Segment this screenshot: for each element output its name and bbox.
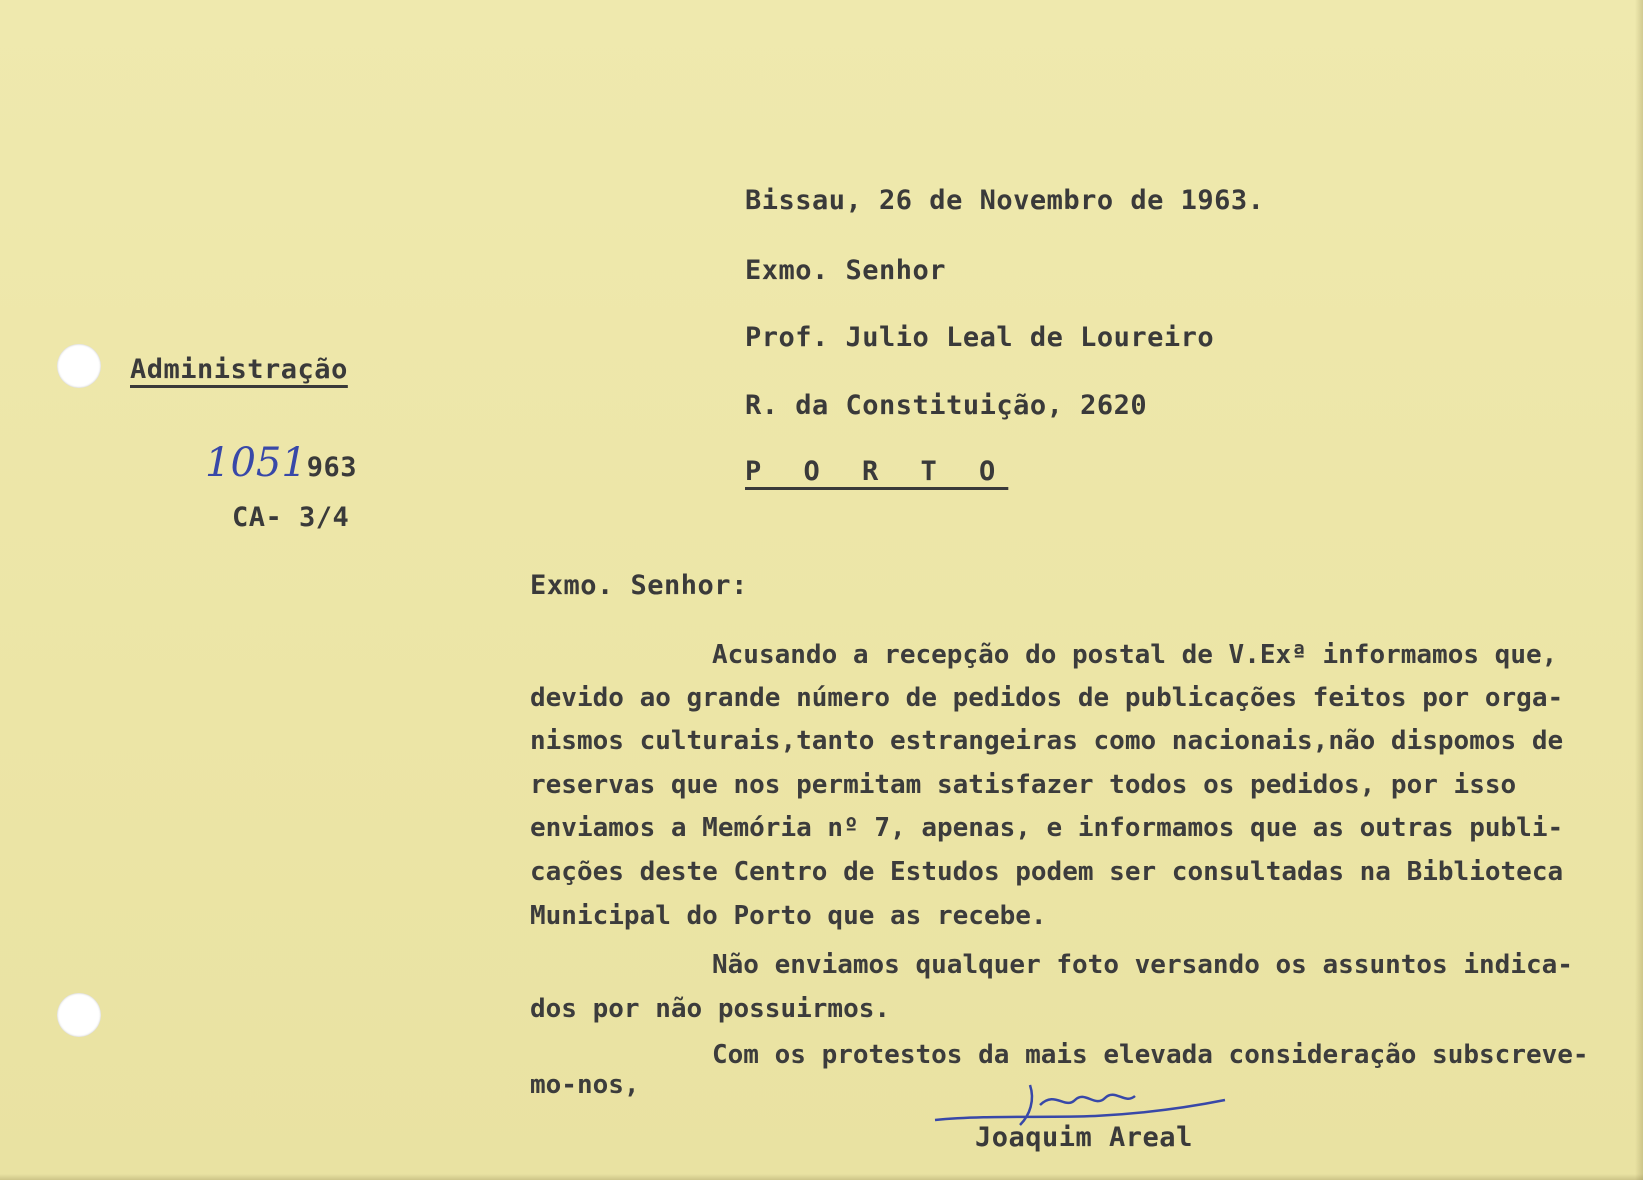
address-salutation: Exmo. Senhor <box>745 255 947 286</box>
handwritten-ref-number: 1051 <box>205 440 307 486</box>
ref-year: 963 <box>306 452 358 483</box>
body-line: nismos culturais,tanto estrangeiras como nacionais,não dispomos de <box>530 726 1564 756</box>
punch-hole-bottom <box>57 993 101 1037</box>
paper-bottom-shadow <box>0 1174 1643 1180</box>
body-line: Não enviamos qualquer foto versando os assuntos indica- <box>712 950 1573 980</box>
body-line: Acusando a recepção do postal de V.Exª informamos que, <box>712 640 1558 670</box>
recipient-name: Prof. Julio Leal de Loureiro <box>745 322 1215 353</box>
signer-name: Joaquim Areal <box>975 1122 1193 1153</box>
letter-greeting: Exmo. Senhor: <box>530 570 748 601</box>
ref-code: CA- 3/4 <box>232 502 350 533</box>
body-line: reservas que nos permitam satisfazer todos os pedidos, por isso <box>530 770 1517 800</box>
punch-hole-top <box>57 344 101 388</box>
body-line: dos por não possuirmos. <box>530 994 891 1024</box>
paper-edge-shadow <box>1635 0 1643 1180</box>
body-line: cações deste Centro de Estudos podem ser consultadas na Biblioteca <box>530 857 1564 887</box>
body-line: mo-nos, <box>530 1070 640 1100</box>
body-line: enviamos a Memória nº 7, apenas, e informamos que as outras publi- <box>530 813 1564 843</box>
body-line: Com os protestos da mais elevada consideração subscreve- <box>712 1040 1589 1070</box>
reference-number <box>205 440 357 486</box>
department-label: Administração <box>130 354 348 385</box>
recipient-city: P O R T O <box>745 456 1009 487</box>
recipient-street: R. da Constituição, 2620 <box>745 390 1148 421</box>
place-date: Bissau, 26 de Novembro de 1963. <box>745 185 1265 216</box>
body-line: devido ao grande número de pedidos de publicações feitos por orga- <box>530 683 1564 713</box>
body-line: Municipal do Porto que as recebe. <box>530 901 1047 931</box>
